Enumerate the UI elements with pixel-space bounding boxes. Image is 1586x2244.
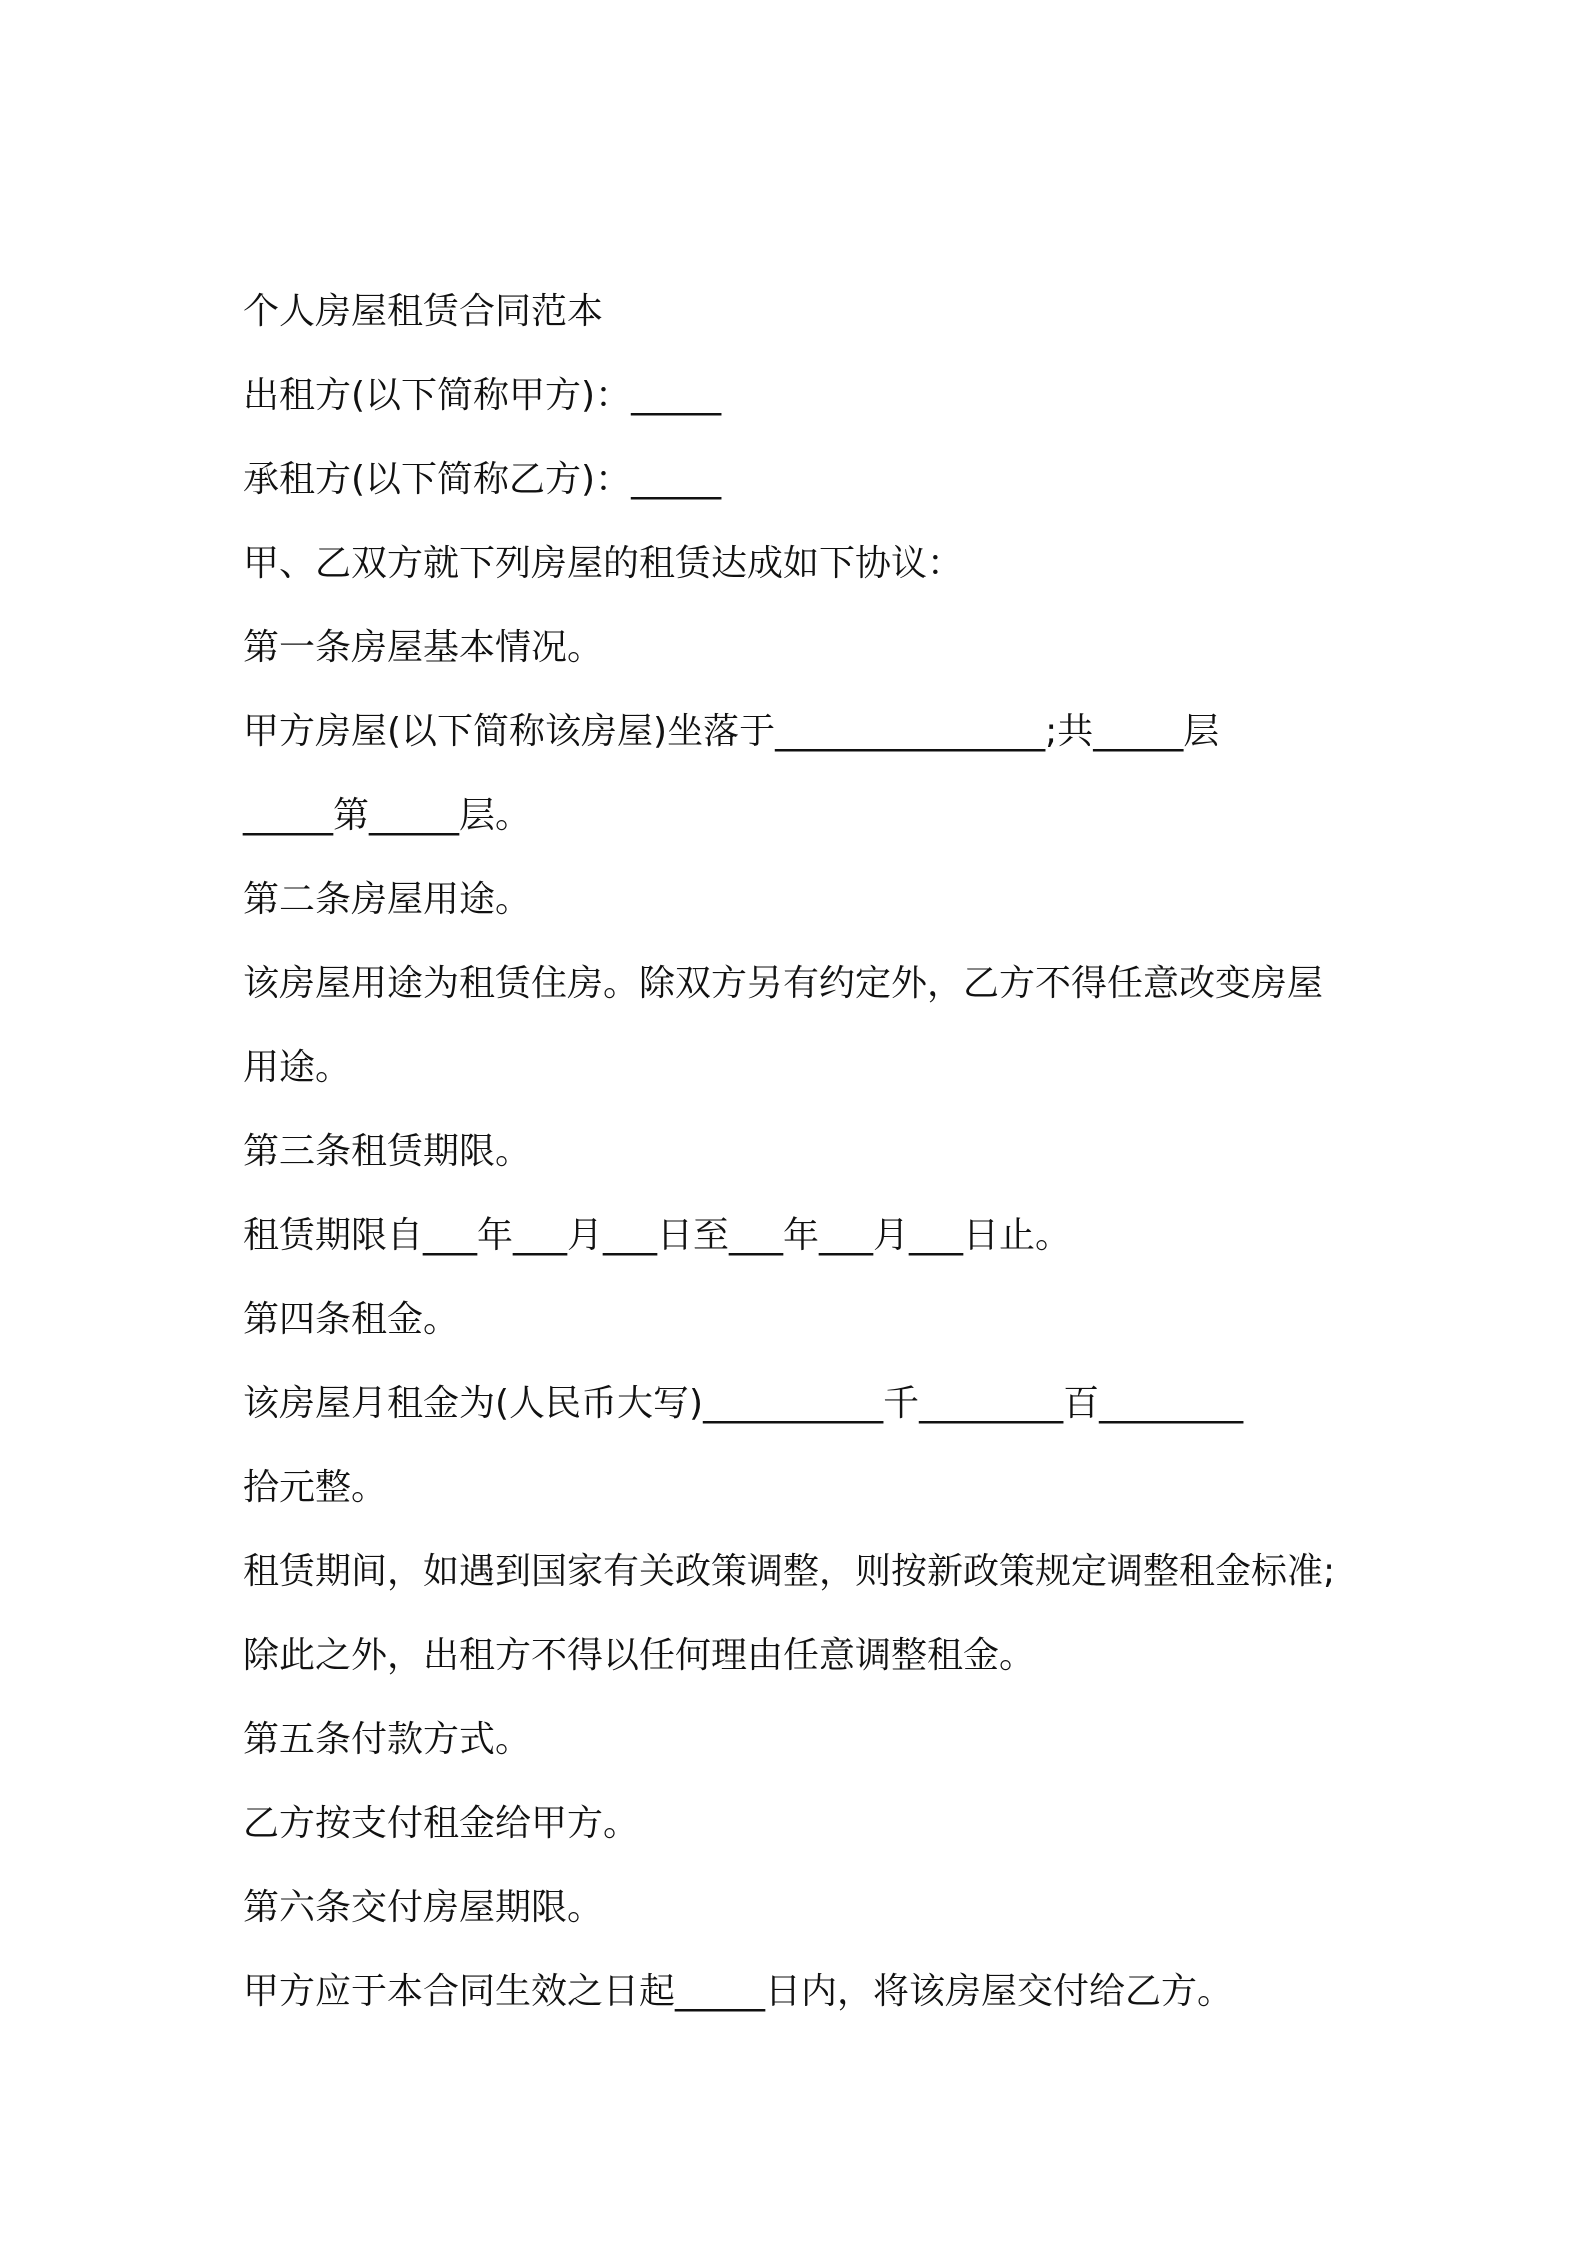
- article-1-text-cont: _____第_____层。: [243, 795, 532, 836]
- contract-body: [243, 270, 1363, 2034]
- article-4-adjustment: 租赁期间，如遇到国家有关政策调整，则按新政策规定调整租金标准;: [243, 1551, 1336, 1592]
- article-3-heading: 第三条租赁期限。: [243, 1131, 532, 1172]
- document-title: 个人房屋租赁合同范本: [243, 291, 604, 332]
- article-3-text: 租赁期限自___年___月___日至___年___月___日止。: [243, 1215, 1072, 1256]
- article-2-text-cont: 用途。: [243, 1047, 352, 1088]
- article-6-text: 甲方应于本合同生效之日起_____日内，将该房屋交付给乙方。: [243, 1971, 1234, 2012]
- lessee-line: 承租方(以下简称乙方)：_____: [243, 459, 722, 500]
- article-4-heading: 第四条租金。: [243, 1299, 460, 1340]
- article-1-heading: 第一条房屋基本情况。: [243, 627, 604, 668]
- article-5-text: 乙方按支付租金给甲方。: [243, 1803, 640, 1844]
- article-5-heading: 第五条付款方式。: [243, 1719, 532, 1760]
- article-4-text: 该房屋月租金为(人民币大写)__________千________百________: [243, 1383, 1244, 1424]
- article-1-text: 甲方房屋(以下简称该房屋)坐落于_______________;共_____层: [243, 711, 1220, 752]
- lessor-line: 出租方(以下简称甲方)：_____: [243, 375, 722, 416]
- article-4-text-cont: 拾元整。: [243, 1467, 388, 1508]
- article-2-text: 该房屋用途为租赁住房。除双方另有约定外，乙方不得任意改变房屋: [243, 963, 1324, 1004]
- article-2-heading: 第二条房屋用途。: [243, 879, 532, 920]
- article-4-adjustment-cont: 除此之外，出租方不得以任何理由任意调整租金。: [243, 1635, 1036, 1676]
- article-6-heading: 第六条交付房屋期限。: [243, 1887, 604, 1928]
- agreement-intro: 甲、乙双方就下列房屋的租赁达成如下协议：: [243, 543, 964, 584]
